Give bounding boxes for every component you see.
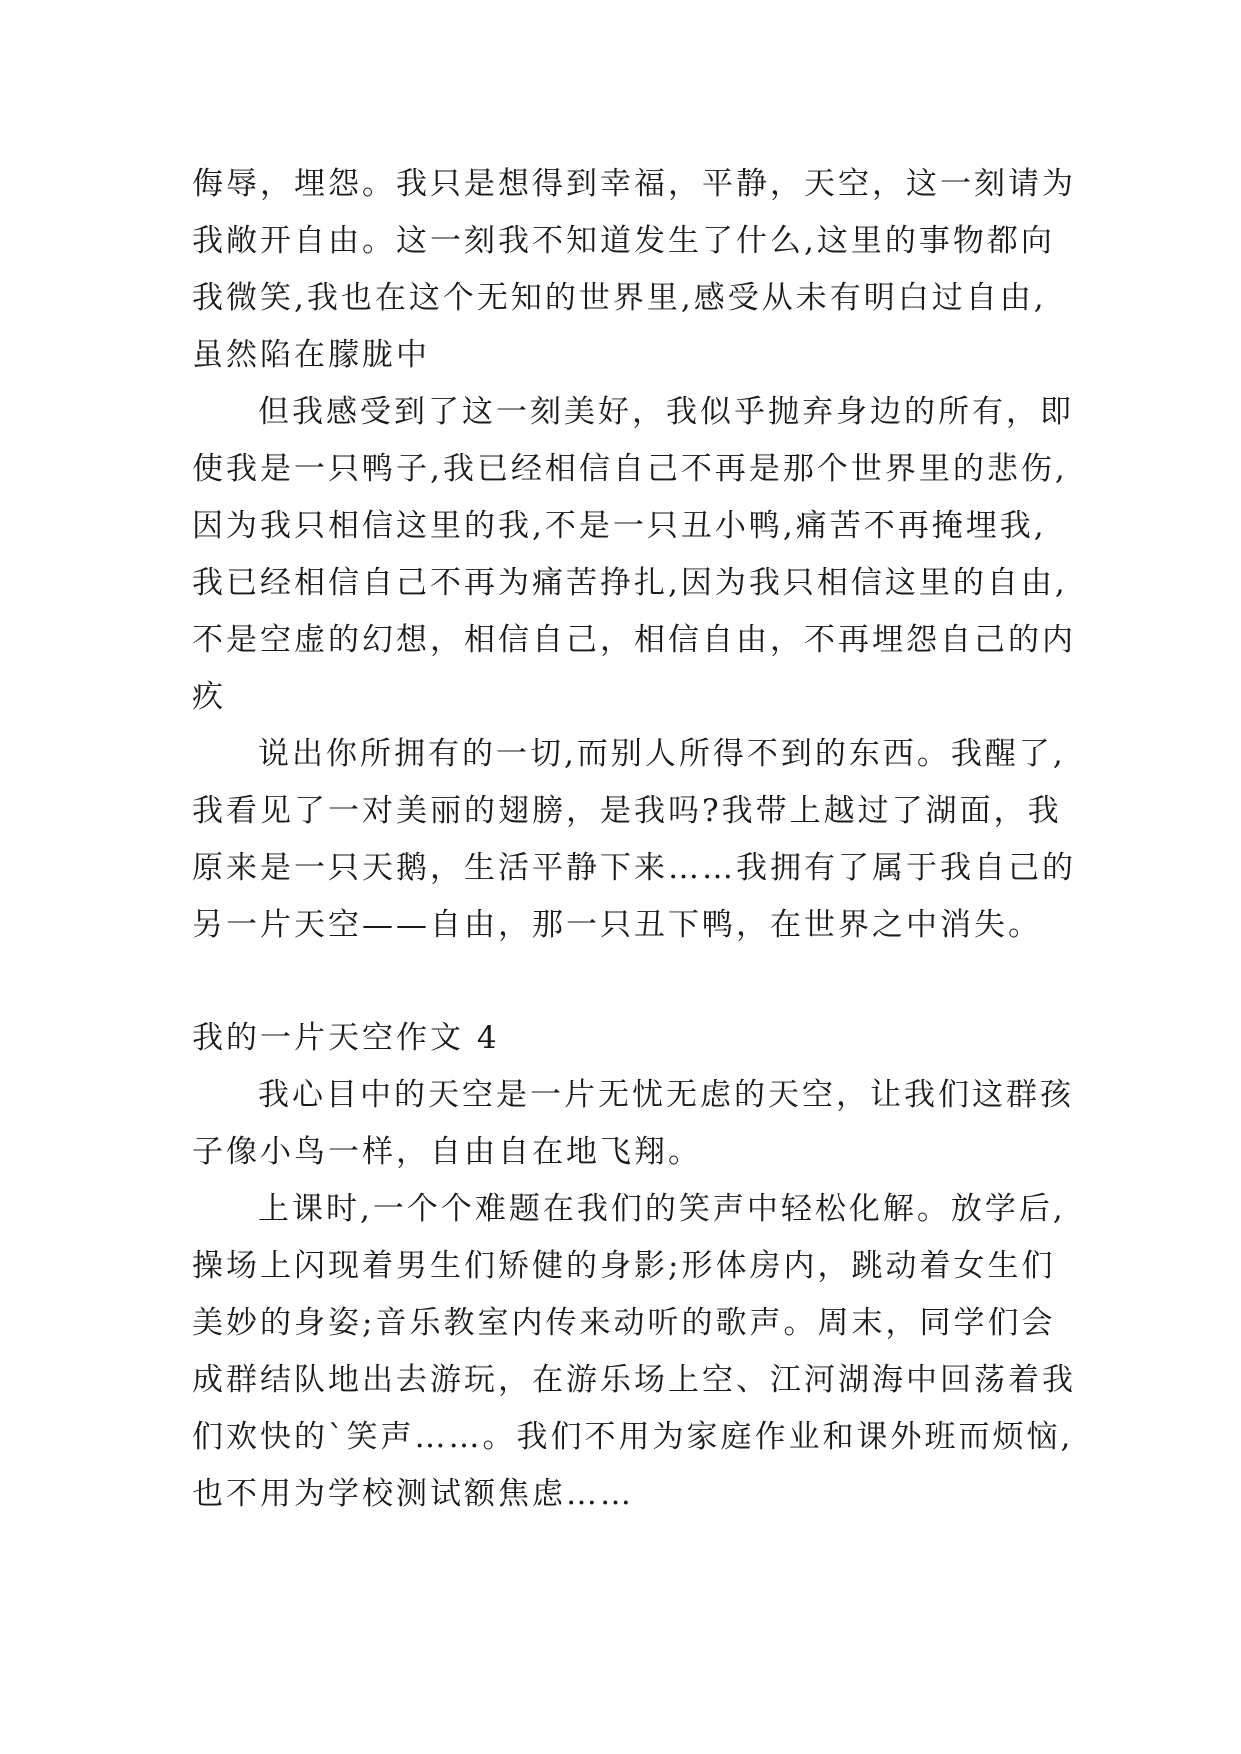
paragraph-first-line: 上课时,一个个难题在我们的笑声中轻松化解。放学后,: [258, 1191, 1066, 1227]
text-line: 我看见了一对美丽的翅膀，是我吗?我带上越过了湖面，我: [192, 793, 1062, 829]
text-line: 我微笑,我也在这个无知的世界里,感受从未有明白过自由,: [192, 280, 1047, 316]
text-line: 因为我只相信这里的我,不是一只丑小鸭,痛苦不再掩埋我,: [192, 508, 1047, 544]
text-line: 另一片天空——自由，那一只丑下鸭，在世界之中消失。: [192, 907, 1042, 943]
paragraph-first-line: 我心目中的天空是一片无忧无虑的天空，让我们这群孩: [258, 1077, 1074, 1113]
text-line: 疚: [192, 679, 226, 715]
text-line: 我敞开自由。这一刻我不知道发生了什么,这里的事物都向: [192, 223, 1055, 259]
paragraph-first-line: 说出你所拥有的一切,而别人所得不到的东西。我醒了,: [258, 736, 1066, 772]
text-line: 侮辱，埋怨。我只是想得到幸福，平静，天空，这一刻请为: [192, 166, 1076, 202]
text-line: 也不用为学校测试额焦虑……: [192, 1476, 634, 1512]
text-line: 虽然陷在朦胧中: [192, 337, 430, 373]
text-line: 成群结队地出去游玩，在游乐场上空、江河湖海中回荡着我: [192, 1362, 1076, 1398]
text-line: 原来是一只天鹅，生活平静下来……我拥有了属于我自己的: [192, 850, 1076, 886]
text-line: 子像小鸟一样，自由自在地飞翔。: [192, 1134, 702, 1170]
text-line: 不是空虚的幻想，相信自己，相信自由，不再埋怨自己的内: [192, 622, 1076, 658]
text-line: 使我是一只鸭子,我已经相信自己不再是那个世界里的悲伤,: [192, 451, 1068, 487]
section-title: 我的一片天空作文 4: [192, 1020, 500, 1056]
text-line: 美妙的身姿;音乐教室内传来动听的歌声。周末，同学们会: [192, 1305, 1056, 1341]
text-line: 我已经相信自己不再为痛苦挣扎,因为我只相信这里的自由,: [192, 565, 1068, 601]
text-line: 们欢快的`笑声……。我们不用为家庭作业和课外班而烦恼,: [192, 1419, 1074, 1455]
paragraph-first-line: 但我感受到了这一刻美好，我似乎抛弃身边的所有，即: [258, 394, 1074, 430]
text-line: 操场上闪现着男生们矫健的身影;形体房内，跳动着女生们: [192, 1248, 1056, 1284]
